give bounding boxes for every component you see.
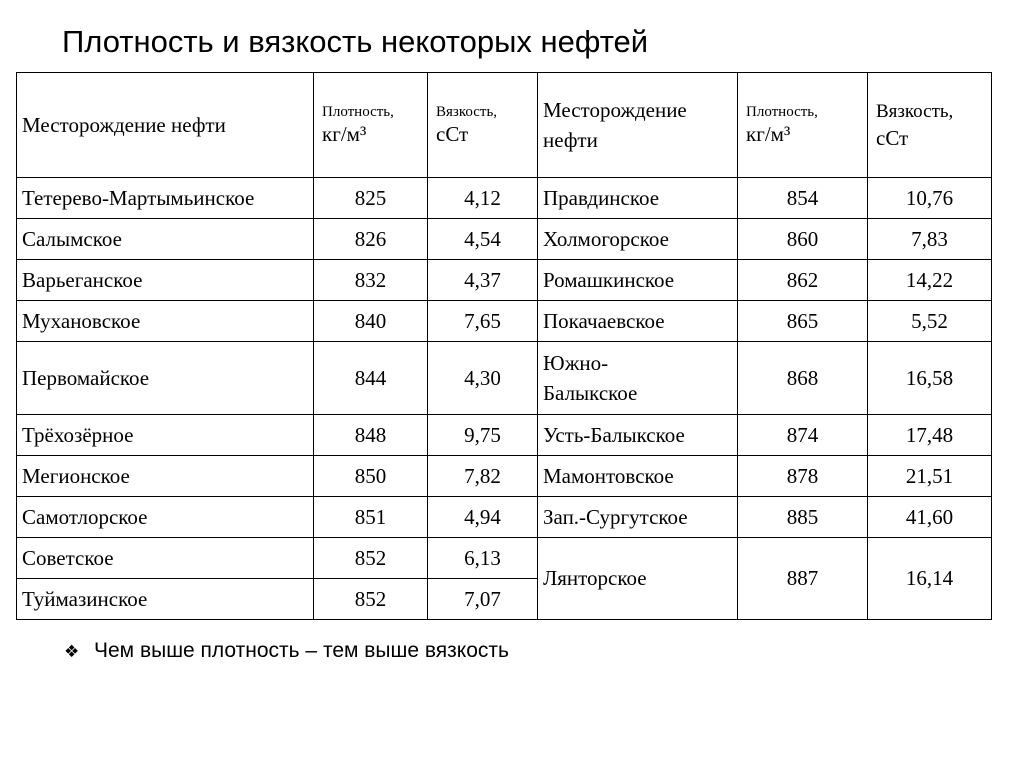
table-row [17,301,992,342]
viscosity-value: 4,37 [428,260,538,301]
header-density-left: Плотность, кг/м³ [314,73,428,178]
table-row [17,538,992,579]
density-value: 862 [738,260,868,301]
field-name: Трёхозёрное [17,415,314,456]
field-name: Правдинское [538,178,738,219]
density-value: 868 [738,342,868,415]
table-row [17,497,992,538]
field-name: Тетерево-Мартымьинское [17,178,314,219]
table-row [17,456,992,497]
viscosity-value: 41,60 [868,497,992,538]
conclusion-text: Чем выше плотность – тем выше вязкость [94,639,509,662]
viscosity-value: 4,30 [428,342,538,415]
field-name: Советское [17,538,314,579]
table-row [17,219,992,260]
field-name: Холмогорское [538,219,738,260]
field-name: Самотлорское [17,497,314,538]
oil-properties-table [16,72,992,620]
viscosity-value: 14,22 [868,260,992,301]
viscosity-value: 9,75 [428,415,538,456]
table-row [17,415,992,456]
conclusion-bullet [64,636,509,667]
density-value: 851 [314,497,428,538]
density-value: 865 [738,301,868,342]
field-name: Мамонтовское [538,456,738,497]
density-value: 887 [738,538,868,620]
field-name: Усть-Балыкское [538,415,738,456]
header-field-left: Месторождение нефти [17,73,314,178]
header-field-right: Месторождение нефти [538,73,738,178]
field-name: Первомайское [17,342,314,415]
density-value: 874 [738,415,868,456]
density-value: 850 [314,456,428,497]
table-row [17,178,992,219]
density-value: 852 [314,579,428,620]
viscosity-value: 7,83 [868,219,992,260]
density-value: 885 [738,497,868,538]
density-value: 854 [738,178,868,219]
header-viscosity-right: Вязкость, сСт [868,73,992,178]
table-row [17,342,992,415]
density-value: 848 [314,415,428,456]
viscosity-value: 10,76 [868,178,992,219]
viscosity-value: 17,48 [868,415,992,456]
viscosity-value: 5,52 [868,301,992,342]
table-row [17,260,992,301]
viscosity-value: 7,65 [428,301,538,342]
density-value: 840 [314,301,428,342]
table-header-row [17,73,992,178]
viscosity-value: 16,58 [868,342,992,415]
diamond-bullet-icon: ❖ [64,642,80,662]
field-name: Варьеганское [17,260,314,301]
density-value: 878 [738,456,868,497]
viscosity-value: 7,82 [428,456,538,497]
field-name: Зап.-Сургутское [538,497,738,538]
viscosity-value: 16,14 [868,538,992,620]
field-name: Лянторское [538,538,738,620]
field-name: Южно- Балыкское [538,342,738,415]
header-viscosity-left: Вязкость, сСт [428,73,538,178]
density-value: 832 [314,260,428,301]
density-value: 844 [314,342,428,415]
field-name: Мегионское [17,456,314,497]
field-name: Покачаевское [538,301,738,342]
field-name: Ромашкинское [538,260,738,301]
density-value: 826 [314,219,428,260]
density-value: 825 [314,178,428,219]
field-name: Салымское [17,219,314,260]
viscosity-value: 21,51 [868,456,992,497]
viscosity-value: 4,12 [428,178,538,219]
page-title: Плотность и вязкость некоторых нефтей [62,24,649,59]
viscosity-value: 4,54 [428,219,538,260]
viscosity-value: 7,07 [428,579,538,620]
field-name: Туймазинское [17,579,314,620]
viscosity-value: 4,94 [428,497,538,538]
viscosity-value: 6,13 [428,538,538,579]
field-name: Мухановское [17,301,314,342]
density-value: 860 [738,219,868,260]
header-density-right: Плотность, кг/м³ [738,73,868,178]
density-value: 852 [314,538,428,579]
